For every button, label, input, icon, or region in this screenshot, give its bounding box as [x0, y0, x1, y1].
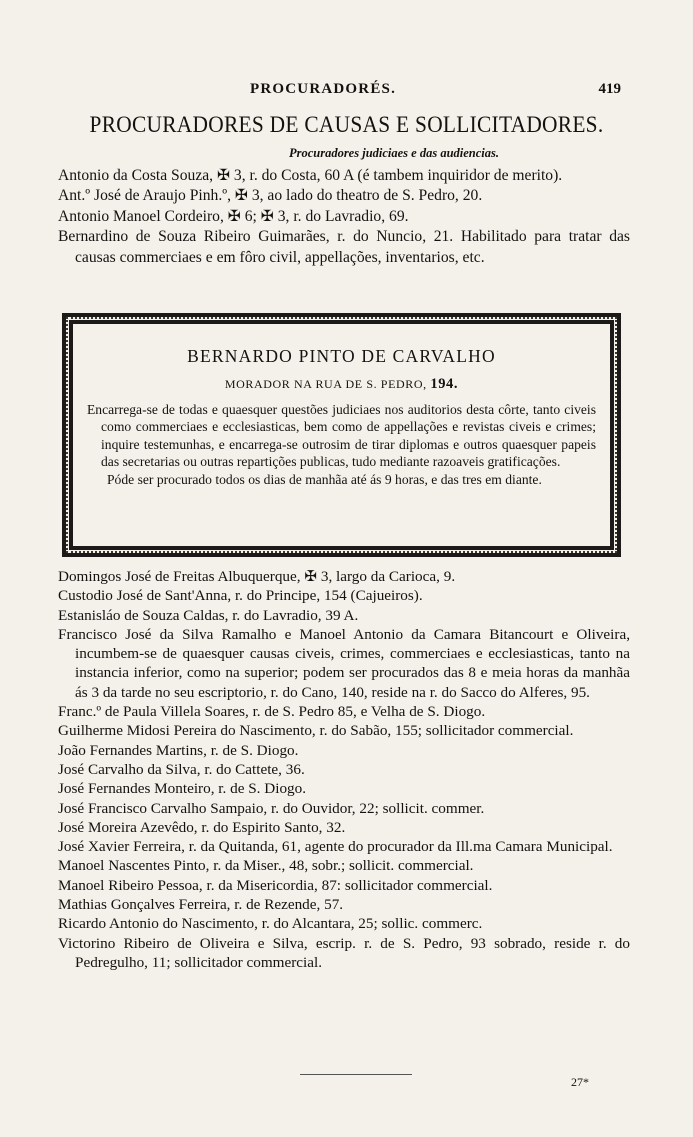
entry-list-bottom [58, 567, 630, 972]
entry: Francisco José da Silva Ramalho e Manoel Antonio da Camara Bitancourt e Oliveira, incumbem-se de quaesquer causas civeis, crimes, commerciaes e ecclesiasticas, tanto na instancia inferior, como na superior; podem ser procurados das 8 e meia horas da manhãa ás 3 da tarde no seu escriptorio, r. do Cano, 140, reside na r. do Sacco do Alferes, 95. [58, 625, 630, 701]
entry: Franc.º de Paula Villela Soares, r. de S. Pedro 85, e Velha de S. Diogo. [58, 703, 486, 721]
entry: Estanisláo de Souza Caldas, r. do Lavradio, 39 A. [58, 606, 359, 624]
advertisement-text [87, 401, 596, 488]
advertisement-services: Encarrega-se de todas e quaesquer questões judiciaes nos auditorios desta côrte, tanto civeis como commerciaes e ecclesiasticas, bem como de appellações e revistas civeis e crimes; inquire testemunhas, e encarrega-se outrosim de tirar diplomas e outros quaesquer papeis das secretarias ou outras repartições publicas, tudo mediante razoaveis gratificações. [87, 402, 596, 470]
entry: Mathias Gonçalves Ferreira, r. de Rezende, 57. [58, 896, 344, 914]
entry: Manoel Ribeiro Pessoa, r. da Misericordia, 87: sollicitador commercial. [58, 876, 493, 894]
entry: José Moreira Azevêdo, r. do Espirito Santo, 32. [58, 818, 346, 836]
section-title: PROCURADORES DE CAUSAS E SOLLICITADORES. [89, 112, 604, 137]
entry: Manoel Nascentes Pinto, r. da Miser., 48, sobr.; sollicit. commercial. [58, 857, 474, 875]
entry: Victorino Ribeiro de Oliveira e Silva, escrip. r. de S. Pedro, 93 sobrado, reside r. do Pedregulho, 11; sollicitador commercial. [58, 934, 630, 971]
page-number: 419 [598, 81, 621, 97]
entry: Domingos José de Freitas Albuquerque, ✠ 3, largo da Carioca, 9. [58, 568, 456, 585]
running-title: PROCURADORÉS. [250, 81, 397, 97]
advertisement-hours: Póde ser procurado todos os dias de manhãa até ás 9 horas, e das tres em diante. [107, 471, 542, 487]
entry-list-top [58, 166, 630, 268]
entry: Ant.º José de Araujo Pinh.º, ✠ 3, ao lado do theatro de S. Pedro, 20. [58, 187, 483, 205]
entry: Antonio da Costa Souza, ✠ 3, r. do Costa, 60 A (é tambem inquiridor de merito). [58, 167, 563, 184]
entry: Custodio José de Sant'Anna, r. do Principe, 154 (Cajueiros). [58, 587, 423, 605]
page-header [60, 81, 621, 103]
signature-mark: 27* [571, 1075, 589, 1089]
advertisement-name: BERNARDO PINTO DE CARVALHO [187, 346, 496, 366]
entry: José Carvalho da Silva, r. do Cattete, 36. [58, 760, 305, 778]
entry: João Fernandes Martins, r. de S. Diogo. [58, 741, 299, 759]
entry: José Xavier Ferreira, r. da Quitanda, 61, agente do procurador da Ill.ma Camara Municipal. [58, 838, 613, 856]
entry: Bernardino de Souza Ribeiro Guimarães, r. do Nuncio, 21. Habilitado para tratar das causas commerciaes e em fôro civil, appellações, inventarios, etc. [58, 228, 630, 266]
advertisement-address-number: 194. [430, 376, 459, 392]
entry: José Francisco Carvalho Sampaio, r. do Ouvidor, 22; sollicit. commer. [58, 799, 485, 817]
advertisement-address-prefix: MORADOR NA RUA DE S. PEDRO, [224, 377, 427, 391]
entry: Ricardo Antonio do Nascimento, r. do Alcantara, 25; sollic. commerc. [58, 915, 483, 933]
section-subtitle: Procuradores judiciaes e das audiencias. [288, 146, 500, 160]
footer-rule [300, 1074, 412, 1075]
advertisement-content [87, 346, 596, 488]
advertisement-address [87, 376, 596, 393]
entry: Guilherme Midosi Pereira do Nascimento, r. do Sabão, 155; sollicitador commercial. [58, 722, 574, 740]
entry: José Fernandes Monteiro, r. de S. Diogo. [58, 780, 307, 798]
advertisement-box [62, 313, 621, 557]
entry: Antonio Manoel Cordeiro, ✠ 6; ✠ 3, r. do Lavradio, 69. [58, 207, 409, 225]
